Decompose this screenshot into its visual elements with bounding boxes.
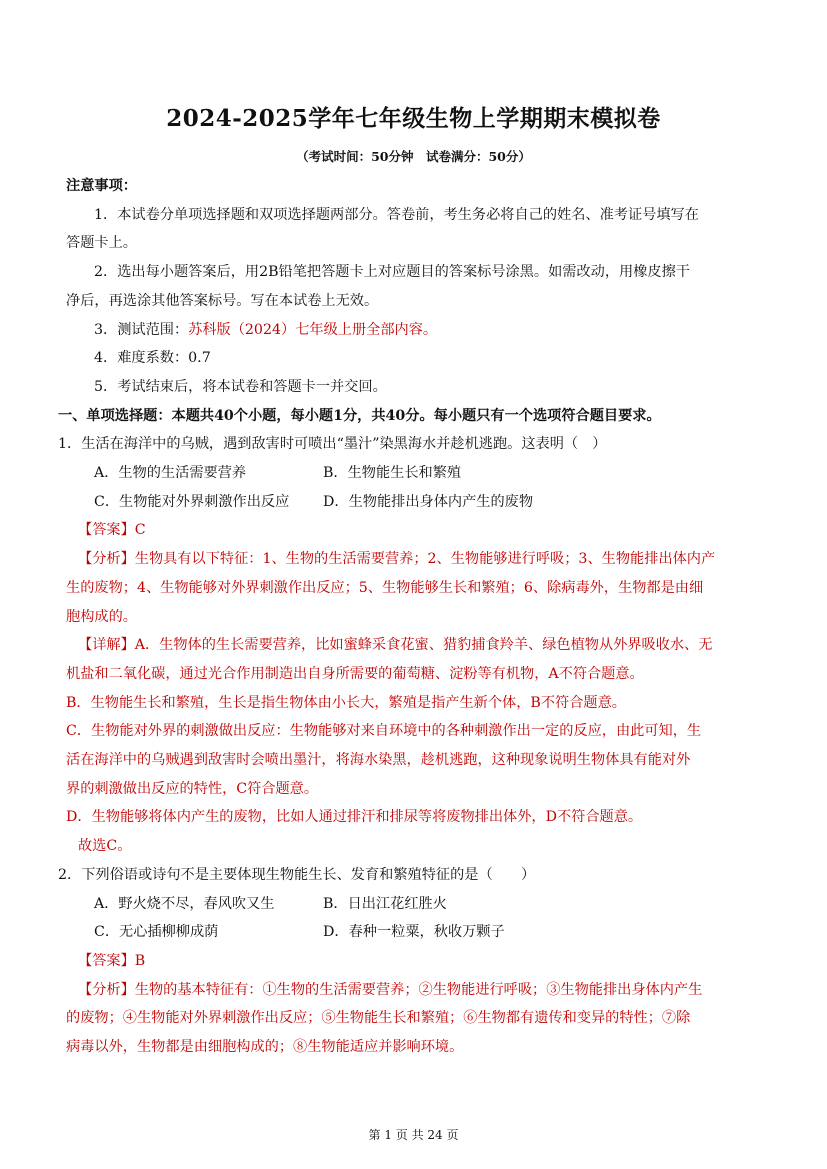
- answer: 【答案】B: [78, 952, 146, 969]
- page-footer: 第 1 页 共 24 页: [368, 1128, 459, 1142]
- notice-item: 答题卡上。: [66, 235, 137, 252]
- scope-value: 苏科版（2024）七年级上册全部内容。: [188, 321, 438, 338]
- detail-line: 界的刺激做出反应的特性，C符合题意。: [66, 780, 319, 797]
- detail-line: B．生物能生长和繁殖，生长是指生物体由小长大，繁殖是指产生新个体，B不符合题意。: [66, 694, 626, 711]
- option-b: B．日出江花红胜火: [323, 895, 447, 912]
- option-c: C．生物能对外界刺激作出反应: [94, 493, 290, 510]
- notice-item: 2．选出每小题答案后，用2B铅笔把答题卡上对应题目的答案标号涂黑。如需改动，用橡皮擦干: [94, 264, 690, 281]
- detail-line: 故选C。: [78, 838, 132, 855]
- analysis-line: 的废物；④生物能对外界刺激作出反应；⑤生物能生长和繁殖；⑥生物都有遗传和变异的特性；⑦除: [66, 1010, 691, 1027]
- option-d: D．春种一粒粟，秋收万颗子: [323, 924, 505, 941]
- page-title: 2024-2025学年七年级生物上学期期末模拟卷: [166, 105, 661, 132]
- option-b: B．生物能生长和繁殖: [323, 465, 462, 482]
- detail-line: D．生物能够将体内产生的废物，比如人通过排汗和排尿等将废物排出体外，D不符合题意。: [66, 809, 643, 826]
- section-heading: 一、单项选择题：本题共40个小题，每小题1分，共40分。每小题只有一个选项符合题目要求。: [58, 407, 661, 424]
- notice-item: 5．考试结束后，将本试卷和答题卡一并交回。: [94, 378, 387, 395]
- analysis-line: 病毒以外，生物都是由细胞构成的；⑧生物能适应并影响环境。: [66, 1039, 464, 1056]
- notice-item: 4．难度系数：0.7: [94, 350, 211, 367]
- option-a: A．野火烧不尽，春风吹又生: [94, 895, 275, 912]
- question-stem: 2．下列俗语或诗句不是主要体现生物能生长、发育和繁殖特征的是（ ）: [58, 866, 536, 883]
- detail-line: C．生物能对外界的刺激做出反应：生物能够对来自环境中的各种刺激作出一定的反应，由此可知，生: [66, 723, 702, 740]
- analysis-line: 胞构成的。: [66, 608, 137, 625]
- question-stem: 1．生活在海洋中的乌贼，遇到敌害时可喷出“墨汁”染黑海水并趁机逃跑。这表明（ ）: [58, 436, 607, 453]
- analysis-line: 生的废物；4、生物能够对外界刺激作出反应；5、生物能够生长和繁殖；6、除病毒外，生物都是由细: [66, 579, 704, 596]
- detail-line: 机盐和二氧化碳，通过光合作用制造出自身所需要的葡萄糖、淀粉等有机物，A不符合题意。: [66, 665, 644, 682]
- options-row: [66, 918, 766, 947]
- answer: 【答案】C: [78, 522, 146, 539]
- options-row: [66, 488, 766, 517]
- option-d: D．生物能排出身体内产生的废物: [323, 493, 534, 510]
- notice-item-scope: [66, 316, 766, 345]
- notice-item: 1．本试卷分单项选择题和双项选择题两部分。答卷前，考生务必将自己的姓名、准考证号填写在: [94, 206, 699, 223]
- notice-heading: 注意事项：: [66, 178, 137, 194]
- options-row: [66, 890, 766, 919]
- notice-item: 净后，再选涂其他答案标号。写在本试卷上无效。: [66, 292, 379, 309]
- exam-info: （考试时间：50分钟 试卷满分：50分）: [296, 149, 531, 164]
- detail-line: 活在海洋中的乌贼遇到敌害时会喷出墨汁，将海水染黑，趁机逃跑，这种现象说明生物体具有能对外: [66, 752, 691, 769]
- option-c: C．无心插柳柳成荫: [94, 924, 219, 941]
- options-row: [66, 459, 766, 488]
- option-a: A．生物的生活需要营养: [94, 465, 247, 482]
- analysis-line: 【分析】生物的基本特征有：①生物的生活需要营养；②生物能进行呼吸；③生物能排出身体内产生: [78, 981, 703, 998]
- scope-label: 3．测试范围：: [94, 321, 189, 338]
- analysis-line: 【分析】生物具有以下特征：1、生物的生活需要营养；2、生物能够进行呼吸；3、生物能排出体内产: [78, 551, 716, 568]
- document-body: [58, 172, 766, 1062]
- detail-line: 【详解】A．生物体的生长需要营养，比如蜜蜂采食花蜜、猎豹捕食羚羊、绿色植物从外界吸收水、无: [78, 637, 713, 654]
